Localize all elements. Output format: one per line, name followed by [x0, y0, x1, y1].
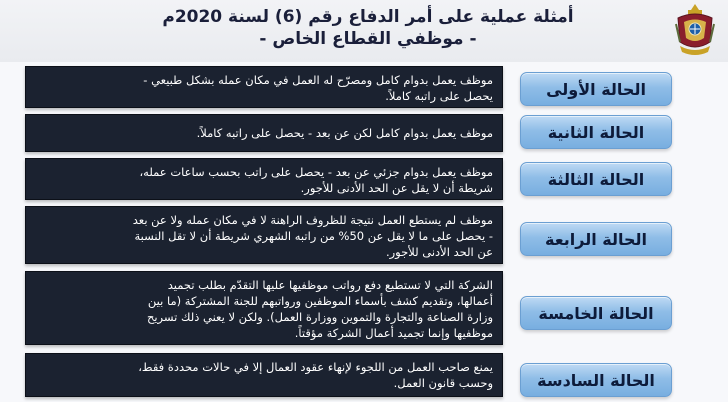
case-2-description: [25, 114, 503, 152]
case-4-label: الحالة الرابعة: [520, 222, 672, 256]
case-4-line: موظف لم يستطع العمل نتيجة للظروف الراهنة لا في مكان عمله ولا عن بعد: [132, 213, 493, 227]
case-3-label: الحالة الثالثة: [520, 162, 672, 196]
case-1-line: يحصل على راتبه كاملاً.: [385, 89, 493, 103]
case-6-line: وحسب قانون العمل.: [393, 376, 493, 390]
case-1-description: [25, 66, 503, 108]
case-1-line: موظف يعمل بدوام كامل ومصرّح له العمل في مكان عمله بشكل طبيعي -: [143, 73, 493, 87]
case-5-description: [25, 271, 503, 345]
case-5-line: موظفيها وإنما تجميد أعمال الشركة مؤقتاً.: [294, 326, 493, 340]
case-5-label: الحالة الخامسة: [520, 296, 672, 330]
case-4-line: - يحصل على ما لا يقل عن 50% من راتبه الشهري شريطة أن لا تقل النسبة: [134, 229, 493, 243]
case-4-line: عن الحد الأدنى للأجور.: [385, 245, 493, 259]
case-6-description: [25, 353, 503, 397]
page-title: [78, 6, 658, 50]
case-5-line: أعمالها، وتقديم كشف بأسماء الموظفين ورواتبهم للجنة المشتركة (ما بين: [147, 294, 493, 308]
case-6-label: الحالة السادسة: [520, 363, 672, 397]
case-2-label: الحالة الثانية: [520, 115, 672, 149]
title-line-1: أمثلة عملية على أمر الدفاع رقم (6) لسنة 2020م: [162, 7, 574, 27]
case-5-line: وزارة الصناعة والتجارة والتموين ووزارة العمل). ولكن لا يعني ذلك تسريح: [146, 310, 493, 324]
title-line-2: - موظفي القطاع الخاص -: [259, 29, 477, 49]
coat-of-arms-icon: [672, 2, 718, 58]
case-4-description: [25, 206, 503, 264]
case-3-description: [25, 158, 503, 200]
case-5-line: الشركة التي لا تستطيع دفع رواتب موظفيها عليها التقدّم بطلب تجميد: [167, 278, 493, 292]
case-3-line: شريطة أن لا يقل عن الحد الأدنى للأجور.: [300, 181, 493, 195]
case-3-line: موظف يعمل بدوام جزئي عن بعد - يحصل على راتب بحسب ساعات عمله،: [139, 165, 493, 179]
case-2-line: موظف يعمل بدوام كامل لكن عن بعد - يحصل على راتبه كاملاً.: [196, 126, 493, 140]
case-6-line: يمنع صاحب العمل من اللجوء لإنهاء عقود العمال إلا في حالات محددة فقط،: [138, 360, 493, 374]
case-1-label: الحالة الأولى: [520, 72, 672, 106]
